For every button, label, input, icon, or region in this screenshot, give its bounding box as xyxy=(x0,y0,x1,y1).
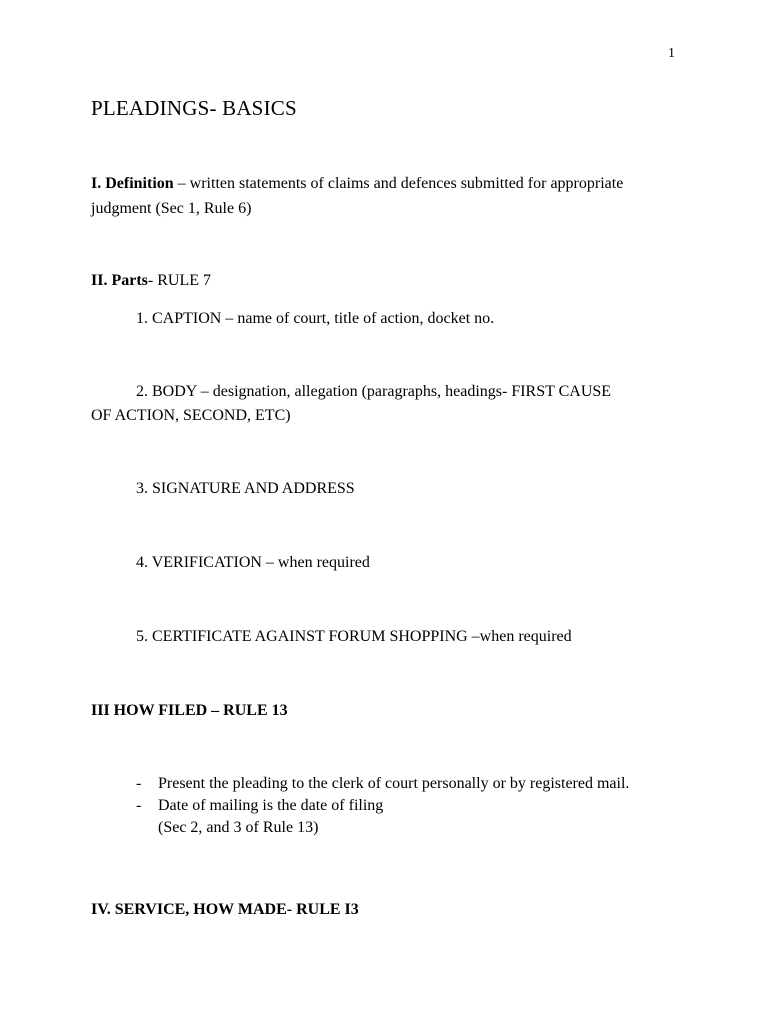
part-item-verification: 4. VERIFICATION – when required xyxy=(136,554,370,571)
part-item-body-continued: OF ACTION, SECOND, ETC) xyxy=(91,407,291,424)
how-filed-bullet-1: Present the pleading to the clerk of court personally or by registered mail. xyxy=(158,775,630,792)
how-filed-bullet-2: Date of mailing is the date of filing xyxy=(158,797,384,814)
document-title: PLEADINGS- BASICS xyxy=(91,96,297,120)
part-item-caption: 1. CAPTION – name of court, title of action, docket no. xyxy=(136,310,495,327)
parts-heading-rule: - RULE 7 xyxy=(147,272,211,289)
bullet-marker: - xyxy=(136,775,142,792)
definition-label: I. Definition xyxy=(91,175,174,192)
part-item-certificate: 5. CERTIFICATE AGAINST FORUM SHOPPING –when required xyxy=(136,628,572,645)
page-number: 1 xyxy=(668,46,675,61)
definition-line-2: judgment (Sec 1, Rule 6) xyxy=(91,200,252,217)
part-item-signature: 3. SIGNATURE AND ADDRESS xyxy=(136,480,355,497)
bullet-marker: - xyxy=(136,797,142,814)
how-filed-note: (Sec 2, and 3 of Rule 13) xyxy=(158,819,319,836)
part-item-body: 2. BODY – designation, allegation (paragraphs, headings- FIRST CAUSE xyxy=(136,383,612,400)
parts-heading xyxy=(91,272,211,290)
parts-heading-label: II. Parts xyxy=(91,272,148,289)
definition-text: – written statements of claims and defences submitted for appropriate xyxy=(173,175,624,192)
how-filed-heading: III HOW FILED – RULE 13 xyxy=(91,702,288,719)
service-heading: IV. SERVICE, HOW MADE- RULE I3 xyxy=(91,901,359,918)
definition-line-1 xyxy=(91,175,623,193)
